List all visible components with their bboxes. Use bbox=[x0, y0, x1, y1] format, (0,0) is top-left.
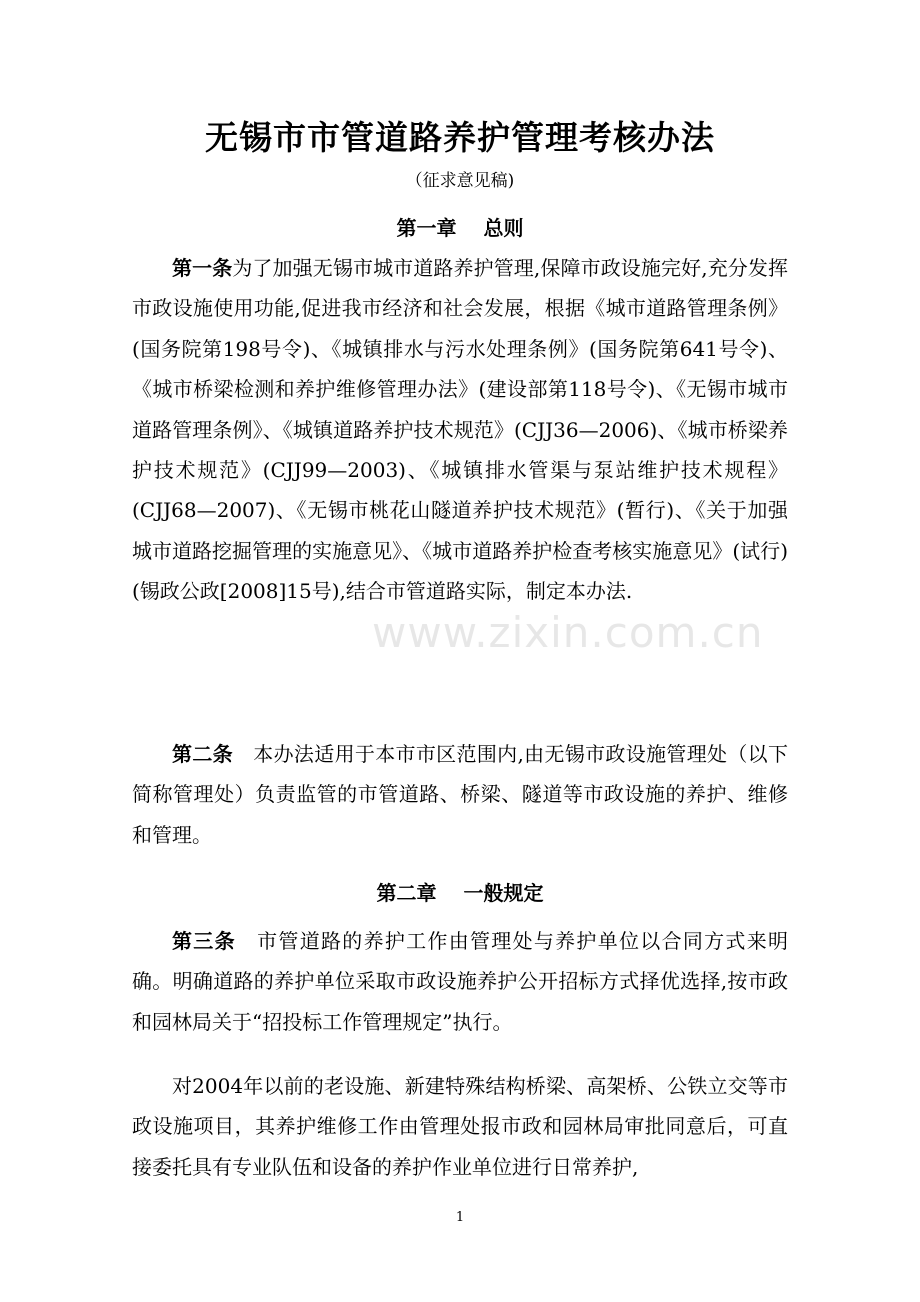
article-1-text: 为了加强无锡市城市道路养护管理,保障市政设施完好,充分发挥市政设施使用功能,促进我市经济和社会发展，根据《城市道路管理条例》(国务院第198号令)、《城镇排水与污水处理条例》(国务院第641号令)、《城市桥梁检测和养护维修管理办法》(建设部第118号令)、《无锡市城市道路管理条例》、《城镇道路养护技术规范》(CJJ36—2006)、《城市桥梁养护技术规范》(CJJ99—2003)、《城镇排水管渠与泵站维护技术规程》(CJJ68—2007)、《无锡市桃花山隧道养护技术规范》(暂行)、《关于加强城市道路挖掘管理的实施意见》、《城市道路养护检查考核实施意见》(试行)(锡政公政[2008]15号),结合市管道路实际，制定本办法. bbox=[132, 256, 789, 604]
chapter-heading-2: 第二章 一般规定 bbox=[376, 881, 544, 905]
article-1-label: 第一条 bbox=[172, 256, 233, 280]
article-3-text: 市管道路的养护工作由管理处与养护单位以合同方式来明确。明确道路的养护单位采取市政设施养护公开招标方式择优选择,按市政和园林局关于“招投标工作管理规定”执行。 bbox=[132, 929, 789, 1034]
article-2-label: 第二条 bbox=[172, 742, 233, 766]
article-3 bbox=[132, 921, 788, 1042]
article-2 bbox=[132, 734, 788, 855]
watermark: www.zixin.com.cn bbox=[372, 608, 764, 657]
document-subtitle: （征求意见稿) bbox=[405, 171, 515, 191]
article-2-text: 本办法适用于本市市区范围内,由无锡市政设施管理处（以下简称管理处）负责监管的市管道路、桥梁、隧道等市政设施的养护、维修和管理。 bbox=[132, 742, 789, 847]
chapter-heading-1: 第一章 总则 bbox=[396, 216, 524, 240]
document-title: 无锡市市管道路养护管理考核办法 bbox=[205, 118, 715, 157]
article-3-label: 第三条 bbox=[172, 929, 236, 953]
article-1 bbox=[132, 248, 788, 612]
paragraph-4: 对2004年以前的老设施、新建特殊结构桥梁、高架桥、公铁立交等市政设施项目，其养护维修工作由管理处报市政和园林局审批同意后，可直接委托具有专业队伍和设备的养护作业单位进行日常养护, bbox=[132, 1074, 788, 1179]
page-number: 1 bbox=[455, 1210, 465, 1225]
